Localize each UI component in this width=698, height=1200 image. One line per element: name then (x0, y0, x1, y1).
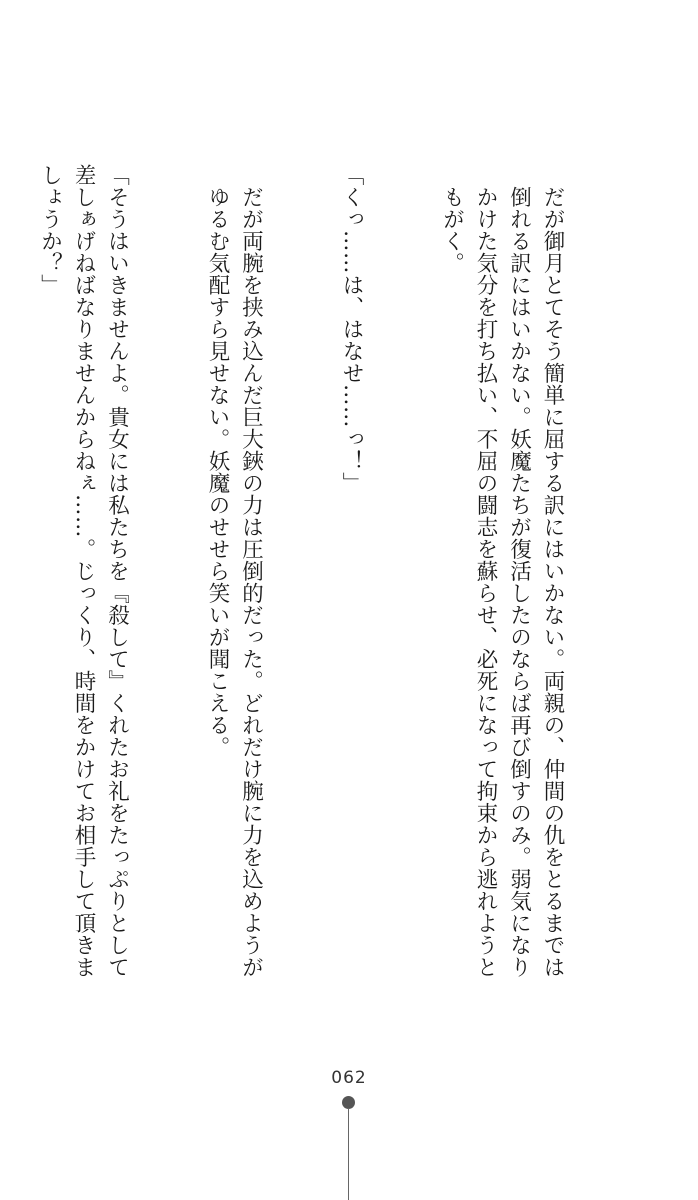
paragraph-2: 「くっ……は、はなせ……っ！」 (339, 164, 364, 494)
marker-line (348, 1108, 349, 1200)
vertical-text-block (37, 164, 636, 994)
paragraph-3: だが両腕を挟み込んだ巨大鋏の力は圧倒的だった。どれだけ腕に力を込めようがゆるむ気配すら見せない。妖魔のせせら笑いが聞こえる。 (205, 185, 264, 978)
page-marker-icon (337, 1092, 361, 1200)
page-number: 062 (331, 1068, 367, 1088)
paragraph-1: だが御月とてそう簡単に屈する訳にはいかない。両親の、仲間の仇をとるまでは倒れる訳にはいかない。妖魔たちが復活したのならば再び倒すのみ。弱気になりかけた気分を打ち払い、不屈の闘志を蘇らせ、必死になって拘束から逃れようともがく。 (439, 185, 565, 978)
paragraph-4: 「そうはいきませんよ。貴女には私たちを『殺して』くれたお礼をたっぷりとして差しぁげねばなりませんからねぇ……。じっくり、時間をかけてお相手して頂きましょうか？」 (37, 164, 130, 978)
